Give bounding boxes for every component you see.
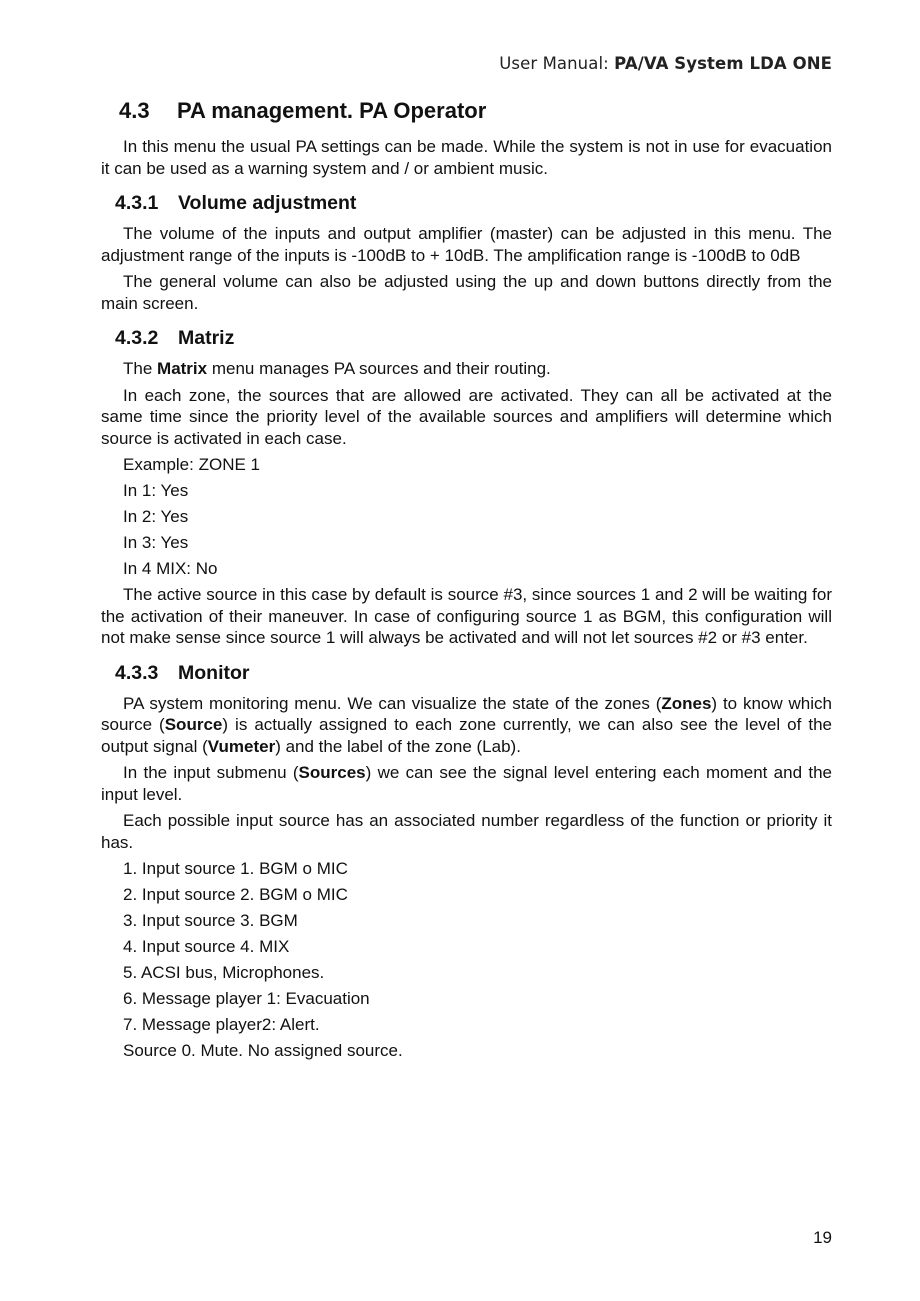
matrix-heading xyxy=(115,324,832,352)
page-number: 19 xyxy=(813,1228,832,1247)
source-list-item: Source 0. Mute. No assigned source. xyxy=(123,1041,403,1060)
matrix-example-line: In 1: Yes xyxy=(123,481,189,500)
matrix-title: Matriz xyxy=(178,327,235,349)
matrix-number: 4.3.2 xyxy=(115,327,159,349)
matrix-paragraph-1: The Matrix menu manages PA sources and their routing. xyxy=(123,359,551,378)
section-intro: In this menu the usual PA settings can be made. While the system is not in use for evacuation it can be used as a warning system and / or ambient music. xyxy=(101,137,832,178)
volume-heading xyxy=(115,189,832,217)
source-list-item: 2. Input source 2. BGM o MIC xyxy=(123,885,348,904)
section-number: 4.3 xyxy=(119,98,150,123)
matrix-example-line: Example: ZONE 1 xyxy=(123,455,260,474)
volume-paragraph-1: The volume of the inputs and output amplifier (master) can be adjusted in this menu. The adjustment range of the inputs is -100dB to + 10dB. The amplification range is -100dB to 0dB xyxy=(101,224,832,265)
monitor-paragraph-1: PA system monitoring menu. We can visualize the state of the zones (Zones) to know which source (Source) is actually assigned to each zone currently, we can also see the level of the output signal (Vumeter) and the label of the zone (Lab). xyxy=(101,693,832,756)
monitor-paragraph-3: Each possible input source has an associated number regardless of the function or priority it has. xyxy=(101,811,832,852)
source-list-item: 5. ACSI bus, Microphones. xyxy=(123,963,325,982)
volume-paragraph-2: The general volume can also be adjusted using the up and down buttons directly from the main screen. xyxy=(101,272,832,313)
section-heading xyxy=(119,96,832,126)
source-list-item: 4. Input source 4. MIX xyxy=(123,937,290,956)
monitor-number: 4.3.3 xyxy=(115,661,159,684)
source-list-item: 6. Message player 1: Evacuation xyxy=(123,989,370,1008)
matrix-example-line: In 2: Yes xyxy=(123,507,189,526)
header-title: PA/VA System LDA ONE xyxy=(614,54,832,73)
matrix-example-line: In 3: Yes xyxy=(123,533,189,552)
source-list-item: 3. Input source 3. BGM xyxy=(123,911,298,930)
monitor-title: Monitor xyxy=(178,661,250,684)
volume-number: 4.3.1 xyxy=(115,192,159,214)
volume-title: Volume adjustment xyxy=(178,192,357,214)
matrix-paragraph-3: The active source in this case by default is source #3, since sources 1 and 2 will be waiting for the activation of their maneuver. In case of configuring source 1 as BGM, this configuration will not make sense since source 1 will always be activated and will not let sources #2 or #3 enter. xyxy=(101,585,832,647)
source-list-item: 1. Input source 1. BGM o MIC xyxy=(123,859,348,878)
monitor-paragraph-2: In the input submenu (Sources) we can see the signal level entering each moment and the input level. xyxy=(101,763,832,804)
source-list-item: 7. Message player2: Alert. xyxy=(123,1015,320,1034)
section-title: PA management. PA Operator xyxy=(177,98,487,123)
matrix-paragraph-2: In each zone, the sources that are allowed are activated. They can all be activated at the same time since the priority level of the available sources and amplifiers will determine which source is activated in each case. xyxy=(101,385,832,448)
header-prefix: User Manual: xyxy=(499,54,615,73)
page-content xyxy=(101,96,832,1066)
monitor-heading xyxy=(115,659,832,687)
running-header xyxy=(499,54,832,73)
matrix-example-line: In 4 MIX: No xyxy=(123,559,218,578)
